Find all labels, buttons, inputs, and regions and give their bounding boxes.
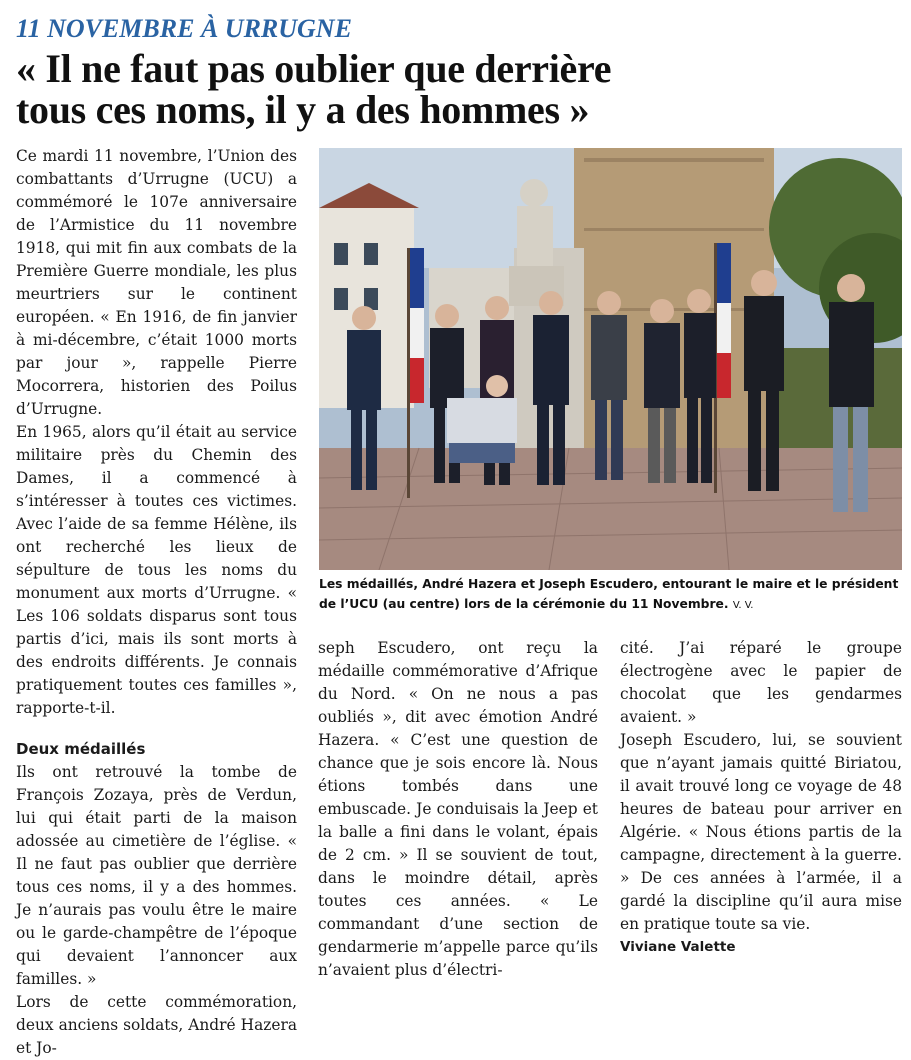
- paragraph: Joseph Escudero, lui, se souvient que n’ayant jamais quitté Biriatou, il avait trouvé long ce voyage de 48 heures de bateau pour arriver en Algérie. « Nous étions partis de la campagne, directement à la guerre. » De ces années à l’armée, il a gardé la discipline qu’il aura mise en pratique toute sa vie.: [620, 731, 902, 933]
- paragraph: seph Escudero, ont reçu la médaille commémorative d’Afrique du Nord. « On ne nous a pas oubliés », dit avec émotion André Hazera. « C’est une question de chance que je sois encore là. Nous étions tombés dans une embuscade. Je conduisais la Jeep et la balle a fini dans le volant, épais de 2 cm. » Il se souvient de tout, dans le moindre détail, après toutes ces années. « Le commandant d’une section de gendarmerie m’appelle parce qu’ils n’avaient plus d’électri-: [318, 639, 598, 979]
- photo-credit: V. V.: [732, 600, 754, 611]
- subheading: Deux médaillés: [16, 740, 146, 758]
- headline-line-1: « Il ne faut pas oublier que derrière: [16, 46, 612, 91]
- paragraph: Ce mardi 11 novembre, l’Union des combattants d’Urrugne (UCU) a commémoré le 107e anniversaire de l’Armistice du 11 novembre 1918, qui mit fin aux combats de la Première Guerre mondiale, les plus meurtriers sur le continent européen. « En 1916, de fin janvier à mi-décembre, c’était 1000 morts par jour », rappelle Pierre Mocorrera, historien des Poilus d’Urrugne.: [16, 147, 297, 418]
- text-column-2: [318, 637, 598, 982]
- paragraph: En 1965, alors qu’il était au service militaire près du Chemin des Dames, il a commencé à s’intéresser à toutes ces victimes. Avec l’aide de sa femme Hélène, ils ont recherché les lieux de sépulture de tous les noms du monument aux morts d’Urrugne. « Les 106 soldats disparus sont tous partis d’ici, mais ils sont morts à des endroits différents. Je connais pratiquement toutes ces familles », rapporte-t-il.: [16, 423, 297, 717]
- paragraph: Ils ont retrouvé la tombe de François Zozaya, près de Verdun, lui qui était parti de la maison adossée au cimetière de l’église. « Il ne faut pas oublier que derrière tous ces noms, il y a des hommes. Je n’aurais pas voulu être le maire ou le garde-champêtre de l’époque qui devaient l’annoncer aux familles. »: [16, 763, 297, 988]
- article-headline: [16, 48, 906, 130]
- headline-line-2: tous ces noms, il y a des hommes »: [16, 87, 590, 132]
- text-column-1: [16, 145, 297, 1060]
- text-column-3: [620, 637, 902, 959]
- ceremony-photo-illustration: [319, 148, 902, 570]
- ceremony-photo: [319, 148, 902, 570]
- photo-caption-text: Les médaillés, André Hazera et Joseph Escudero, entourant le maire et le président de l’UCU (au centre) lors de la cérémonie du 11 Novembre.: [319, 577, 899, 611]
- article-kicker: 11 NOVEMBRE À URRUGNE: [16, 14, 352, 43]
- photo-caption: [319, 574, 902, 616]
- paragraph: Lors de cette commémoration, deux anciens soldats, André Hazera et Jo-: [16, 993, 297, 1057]
- author-signature: Viviane Valette: [620, 939, 736, 955]
- paragraph: cité. J’ai réparé le groupe électrogène avec le papier de chocolat que les gendarmes avaient. »: [620, 639, 902, 726]
